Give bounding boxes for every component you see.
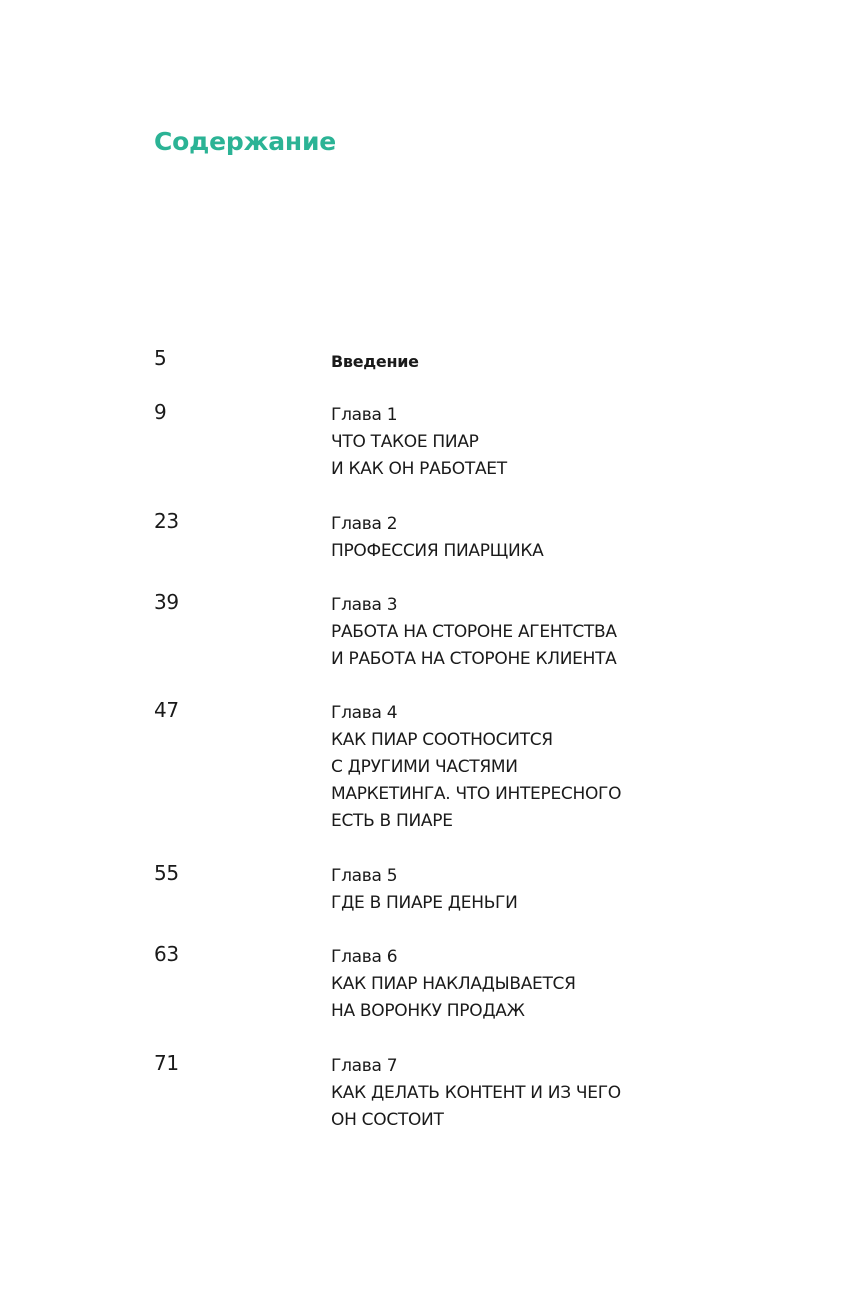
toc-chapter-title-line: КАК ДЕЛАТЬ КОНТЕНТ И ИЗ ЧЕГО bbox=[331, 1083, 621, 1103]
toc-page-number: 9 bbox=[154, 400, 167, 424]
toc-chapter-title-line: НА ВОРОНКУ ПРОДАЖ bbox=[331, 1001, 525, 1021]
toc-entry-text bbox=[331, 1053, 711, 1134]
page-title: Содержание bbox=[154, 127, 337, 156]
toc-chapter-title-line: С ДРУГИМИ ЧАСТЯМИ bbox=[331, 757, 518, 777]
toc-entry-text bbox=[331, 511, 711, 565]
toc-chapter-label: Глава 3 bbox=[331, 595, 398, 615]
toc-chapter-label: Глава 5 bbox=[331, 866, 398, 886]
toc-chapter-title-line: ЧТО ТАКОЕ ПИАР bbox=[331, 432, 479, 452]
toc-chapter-title-line: И КАК ОН РАБОТАЕТ bbox=[331, 459, 507, 479]
toc-chapter-title-line: РАБОТА НА СТОРОНЕ АГЕНТСТВА bbox=[331, 622, 617, 642]
toc-entry-text bbox=[331, 700, 711, 835]
toc-chapter-label: Введение bbox=[331, 352, 419, 371]
toc-entry-text bbox=[331, 402, 711, 483]
toc-page-number: 23 bbox=[154, 509, 179, 533]
toc-page-number: 47 bbox=[154, 698, 179, 722]
toc-chapter-label: Глава 6 bbox=[331, 947, 398, 967]
toc-entry-text bbox=[331, 348, 711, 375]
toc-chapter-title-line: ПРОФЕССИЯ ПИАРЩИКА bbox=[331, 541, 544, 561]
toc-chapter-label: Глава 7 bbox=[331, 1056, 398, 1076]
toc-chapter-title-line: КАК ПИАР НАКЛАДЫВАЕТСЯ bbox=[331, 974, 576, 994]
toc-chapter-label: Глава 1 bbox=[331, 405, 398, 425]
toc-chapter-title-line: ГДЕ В ПИАРЕ ДЕНЬГИ bbox=[331, 893, 518, 913]
toc-entry-text bbox=[331, 863, 711, 917]
toc-page-number: 63 bbox=[154, 942, 179, 966]
toc-page-number: 71 bbox=[154, 1051, 179, 1075]
toc-chapter-label: Глава 2 bbox=[331, 514, 398, 534]
toc-chapter-title-line: ОН СОСТОИТ bbox=[331, 1110, 444, 1130]
toc-chapter-title-line: КАК ПИАР СООТНОСИТСЯ bbox=[331, 730, 553, 750]
toc-chapter-title-line: И РАБОТА НА СТОРОНЕ КЛИЕНТА bbox=[331, 649, 617, 669]
toc-page-number: 5 bbox=[154, 346, 167, 370]
toc-chapter-title-line: ЕСТЬ В ПИАРЕ bbox=[331, 811, 453, 831]
toc-page-number: 39 bbox=[154, 590, 179, 614]
toc-chapter-title-line: МАРКЕТИНГА. ЧТО ИНТЕРЕСНОГО bbox=[331, 784, 622, 804]
toc-entry-text bbox=[331, 592, 711, 673]
toc-entry-text bbox=[331, 944, 711, 1025]
toc-page-number: 55 bbox=[154, 861, 179, 885]
toc-chapter-label: Глава 4 bbox=[331, 703, 398, 723]
